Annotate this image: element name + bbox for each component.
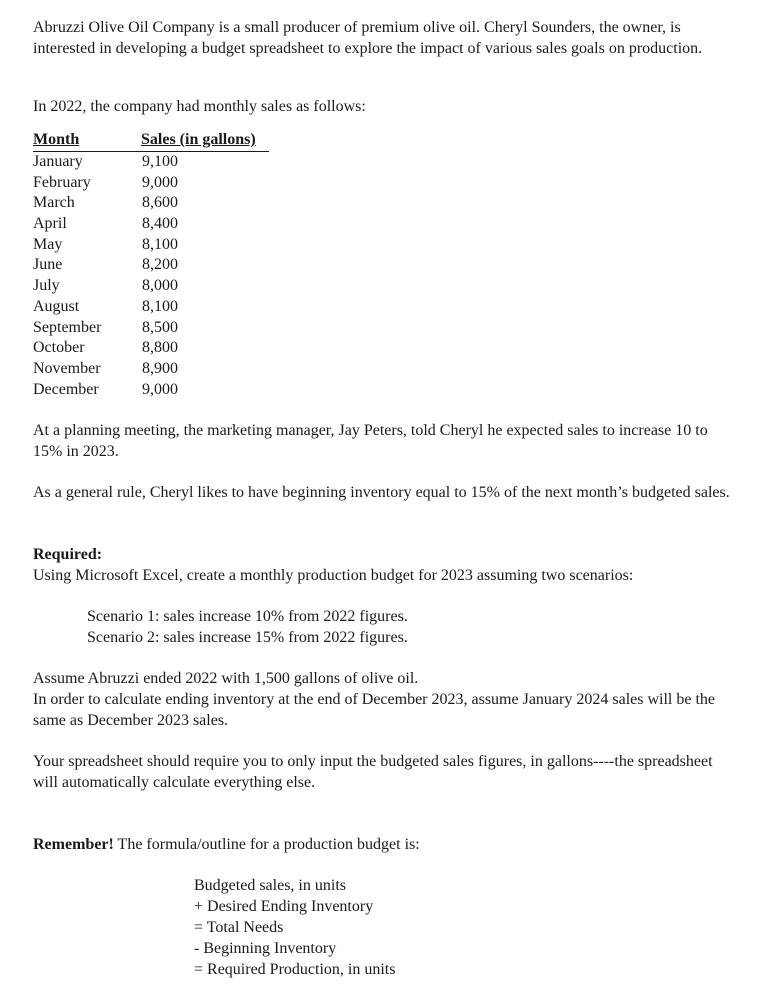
assume-january-2024: In order to calculate ending inventory at the end of December 2023, assume January 2024 sales will be the same as December 2023 sales. (33, 691, 715, 729)
sales-cell: 8,800 (142, 339, 178, 357)
sales-table-header (33, 131, 269, 152)
month-cell: July (33, 277, 60, 295)
production-budget-formula (194, 875, 395, 980)
required-text: Using Microsoft Excel, create a monthly production budget for 2023 assuming two scenarios: (33, 567, 634, 584)
sales-table (33, 131, 273, 400)
month-cell: March (33, 194, 75, 212)
month-cell: August (33, 297, 80, 315)
month-cell: May (33, 235, 63, 253)
month-cell: April (33, 215, 67, 233)
scenario-2: Scenario 2: sales increase 15% from 2022 figures. (87, 629, 408, 646)
scenario-1: Scenario 1: sales increase 10% from 2022 figures. (87, 608, 408, 625)
sales-cell: 9,000 (142, 173, 178, 191)
table-row (33, 173, 273, 194)
sales-cell: 8,200 (142, 256, 178, 274)
required-heading: Required: (33, 546, 103, 563)
remember-line (33, 834, 733, 855)
sales-cell: 8,100 (142, 235, 178, 253)
table-row (33, 193, 273, 214)
sales-cell: 9,100 (142, 153, 178, 170)
month-column-header: Month (33, 131, 80, 148)
sales-intro: In 2022, the company had monthly sales as follows: (33, 98, 366, 115)
table-row (33, 235, 273, 256)
month-cell: December (33, 380, 99, 398)
table-row (33, 318, 273, 339)
sales-cell: 8,400 (142, 215, 178, 233)
formula-line: + Desired Ending Inventory (194, 898, 374, 915)
assume-ending-inventory: Assume Abruzzi ended 2022 with 1,500 gallons of olive oil. (33, 670, 419, 687)
sales-cell: 8,600 (142, 194, 178, 212)
sales-cell: 8,100 (142, 297, 178, 315)
table-row (33, 338, 273, 359)
remember-text: The formula/outline for a production budget is: (113, 836, 420, 853)
sales-column-header: Sales (in gallons) (141, 131, 256, 148)
table-row (33, 380, 273, 401)
table-row (33, 152, 273, 173)
formula-line: = Required Production, in units (194, 961, 396, 978)
formula-line: = Total Needs (194, 919, 284, 936)
formula-line: Budgeted sales, in units (194, 877, 346, 894)
month-cell: June (33, 256, 63, 274)
table-row (33, 276, 273, 297)
month-cell: November (33, 359, 101, 377)
formula-line: - Beginning Inventory (194, 940, 337, 957)
sales-cell: 8,900 (142, 359, 178, 377)
planning-paragraph: At a planning meeting, the marketing manager, Jay Peters, told Cheryl he expected sales to increase 10 to 15% in 2023. (33, 422, 708, 460)
intro-paragraph: Abruzzi Olive Oil Company is a small producer of premium olive oil. Cheryl Sounders, the owner, is interested in developing a budget spreadsheet to explore the impact of various sales goals on production. (33, 19, 703, 57)
month-cell: September (33, 318, 102, 336)
inventory-rule-paragraph: As a general rule, Cheryl likes to have beginning inventory equal to 15% of the next month’s budgeted sales. (33, 484, 730, 501)
sales-cell: 8,500 (142, 318, 178, 336)
sales-cell: 9,000 (142, 380, 178, 398)
table-row (33, 255, 273, 276)
table-row (33, 297, 273, 318)
remember-label: Remember! (33, 836, 114, 853)
month-cell: October (33, 339, 85, 357)
month-cell: January (33, 153, 83, 170)
spreadsheet-note: Your spreadsheet should require you to only input the budgeted sales figures, in gallons----the spreadsheet will automatically calculate everything else. (33, 753, 713, 791)
table-row (33, 214, 273, 235)
month-cell: February (33, 173, 91, 191)
sales-cell: 8,000 (142, 277, 178, 295)
table-row (33, 359, 273, 380)
